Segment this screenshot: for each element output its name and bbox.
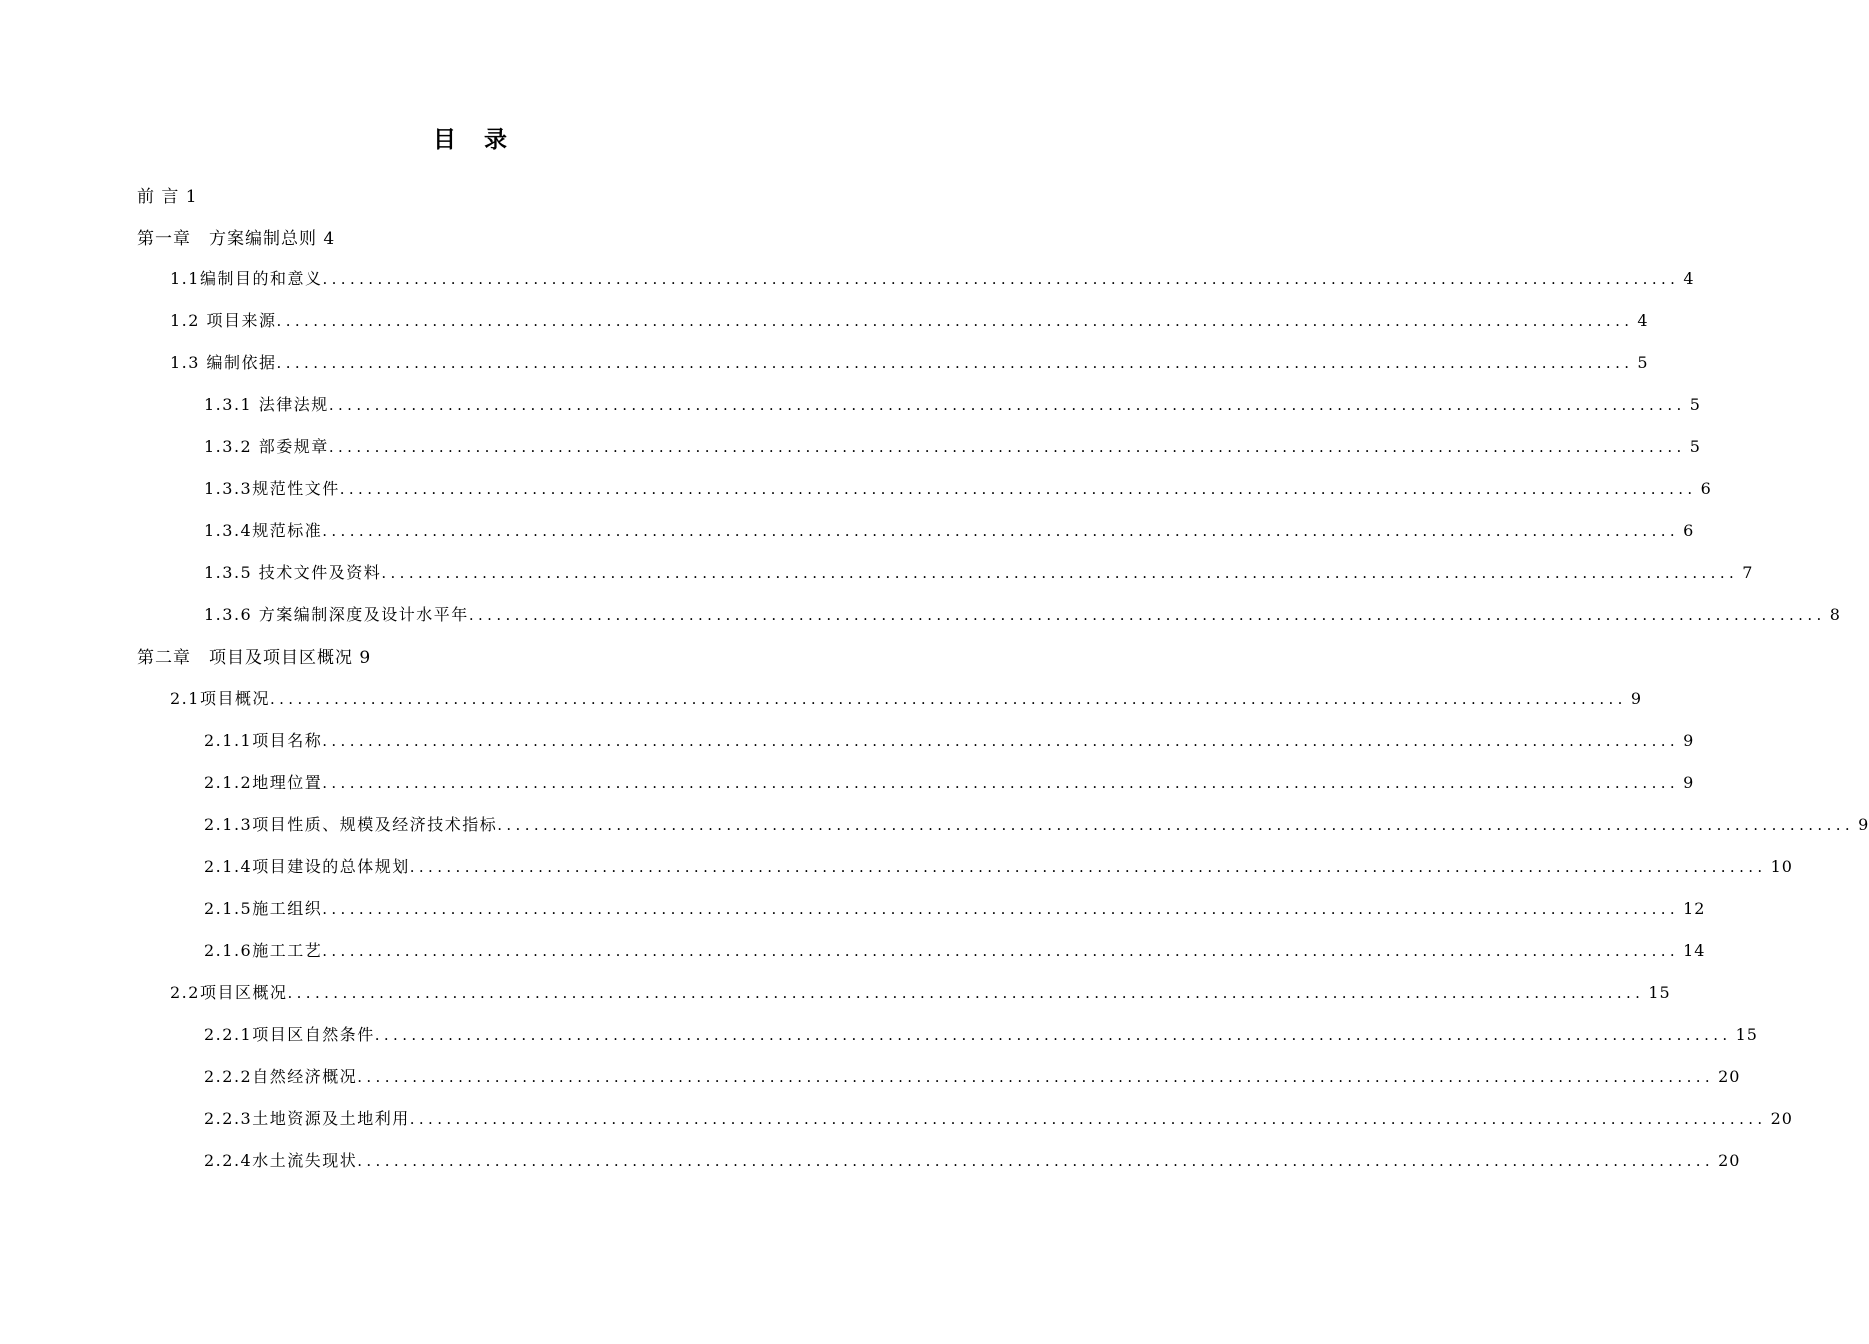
toc-entry-label: 2.1.4项目建设的总体规划 [204, 857, 410, 876]
dot-leader: .................................................................................................................................................... [339, 480, 1697, 498]
dot-leader: .................................................................................................................................................... [409, 1110, 1767, 1128]
toc-entry-label: 2.2.1项目区自然条件 [204, 1025, 375, 1044]
toc-entry-2-1-2[interactable] [204, 772, 1695, 794]
toc-entry-2-1-6[interactable] [204, 940, 1706, 962]
toc-chapter-1[interactable]: 第一章 方案编制总则 4 [137, 229, 336, 249]
toc-entry-label: 2.1项目概况 [170, 689, 270, 708]
toc-entry-1-3-6[interactable] [204, 604, 1841, 626]
toc-entry-2-1-3[interactable] [204, 814, 1869, 836]
toc-page-number: 6 [1683, 521, 1695, 540]
dot-leader: .................................................................................................................................................... [468, 606, 1826, 624]
toc-entry-label: 1.3.3规范性文件 [204, 479, 340, 498]
toc-entry-1-1[interactable] [170, 268, 1695, 290]
toc-chapter-2[interactable]: 第二章 项目及项目区概况 9 [137, 648, 372, 668]
toc-page-number: 6 [1700, 479, 1712, 498]
toc-page-number: 8 [1829, 605, 1841, 624]
toc-page-number: 20 [1718, 1067, 1741, 1086]
toc-entry-1-3-2[interactable] [204, 436, 1701, 458]
dot-leader: .................................................................................................................................................... [322, 732, 1680, 750]
dot-leader: .................................................................................................................................................... [409, 858, 1767, 876]
dot-leader: .................................................................................................................................................... [276, 312, 1634, 330]
dot-leader: .................................................................................................................................................... [322, 774, 1680, 792]
toc-entry-label: 2.2项目区概况 [170, 983, 288, 1002]
toc-entry-label: 1.3.4规范标准 [204, 521, 323, 540]
dot-leader: .................................................................................................................................................... [328, 396, 1686, 414]
toc-entry-label: 2.2.4水土流失现状 [204, 1151, 358, 1170]
dot-leader: .................................................................................................................................................... [322, 900, 1680, 918]
toc-entry-2-1-1[interactable] [204, 730, 1695, 752]
dot-leader: .................................................................................................................................................... [381, 564, 1739, 582]
toc-entry-2-1-4[interactable] [204, 856, 1793, 878]
toc-entry-label: 2.1.5施工组织 [204, 899, 323, 918]
dot-leader: .................................................................................................................................................... [328, 438, 1686, 456]
toc-entry-label: 2.1.3项目性质、规模及经济技术指标 [204, 815, 498, 834]
toc-page-number: 10 [1770, 857, 1793, 876]
toc-preface[interactable]: 前 言 1 [137, 187, 198, 207]
toc-page-number: 4 [1683, 269, 1695, 288]
toc-entry-1-3-4[interactable] [204, 520, 1695, 542]
dot-leader: .................................................................................................................................................... [287, 984, 1645, 1002]
toc-entry-1-3-5[interactable] [204, 562, 1754, 584]
toc-entry-2-2[interactable] [170, 982, 1671, 1004]
toc-page-number: 7 [1742, 563, 1754, 582]
toc-entry-label: 2.1.1项目名称 [204, 731, 323, 750]
toc-entry-label: 1.3.1 法律法规 [204, 395, 329, 414]
dot-leader: .................................................................................................................................................... [276, 354, 1634, 372]
toc-page-number: 9 [1630, 689, 1643, 708]
dot-leader: .................................................................................................................................................... [269, 690, 1627, 708]
dot-leader: .................................................................................................................................................... [322, 942, 1680, 960]
dot-leader: .................................................................................................................................................... [322, 522, 1680, 540]
toc-entry-label: 2.2.3土地资源及土地利用 [204, 1109, 410, 1128]
toc-entry-2-2-3[interactable] [204, 1108, 1793, 1130]
dot-leader: .................................................................................................................................................... [322, 270, 1680, 288]
toc-entry-2-1[interactable] [170, 688, 1643, 710]
toc-entry-1-3-3[interactable] [204, 478, 1712, 500]
toc-entry-1-3[interactable] [170, 352, 1649, 374]
toc-page-number: 9 [1858, 815, 1869, 834]
toc-entry-2-2-2[interactable] [204, 1066, 1741, 1088]
toc-page-number: 9 [1683, 731, 1695, 750]
toc-page-number: 20 [1770, 1109, 1793, 1128]
toc-page-number: 20 [1718, 1151, 1741, 1170]
toc-entry-1-2[interactable] [170, 310, 1649, 332]
page-title: 目 录 [432, 126, 517, 153]
dot-leader: .................................................................................................................................................... [357, 1152, 1715, 1170]
toc-page-number: 14 [1683, 941, 1706, 960]
toc-entry-label: 1.3.2 部委规章 [204, 437, 329, 456]
toc-entry-2-2-4[interactable] [204, 1150, 1741, 1172]
toc-entry-label: 2.1.6施工工艺 [204, 941, 323, 960]
dot-leader: .................................................................................................................................................... [497, 816, 1855, 834]
toc-page-number: 15 [1648, 983, 1671, 1002]
toc-entry-2-2-1[interactable] [204, 1024, 1758, 1046]
toc-entry-label: 1.3 编制依据 [170, 353, 277, 372]
toc-page-number: 5 [1637, 353, 1649, 372]
toc-page-number: 5 [1689, 395, 1701, 414]
toc-entry-label: 2.2.2自然经济概况 [204, 1067, 358, 1086]
toc-page-number: 4 [1637, 311, 1649, 330]
toc-entry-label: 1.2 项目来源 [170, 311, 277, 330]
toc-entry-label: 2.1.2地理位置 [204, 773, 323, 792]
toc-entry-label: 1.3.6 方案编制深度及设计水平年 [204, 605, 469, 624]
dot-leader: .................................................................................................................................................... [357, 1068, 1715, 1086]
toc-entry-label: 1.3.5 技术文件及资料 [204, 563, 382, 582]
toc-page-number: 12 [1683, 899, 1706, 918]
toc-entry-label: 1.1编制目的和意义 [170, 269, 323, 288]
toc-page-number: 15 [1735, 1025, 1758, 1044]
toc-page-number: 5 [1689, 437, 1701, 456]
toc-entry-2-1-5[interactable] [204, 898, 1706, 920]
dot-leader: .................................................................................................................................................... [374, 1026, 1732, 1044]
toc-entry-1-3-1[interactable] [204, 394, 1701, 416]
toc-page-number: 9 [1683, 773, 1695, 792]
